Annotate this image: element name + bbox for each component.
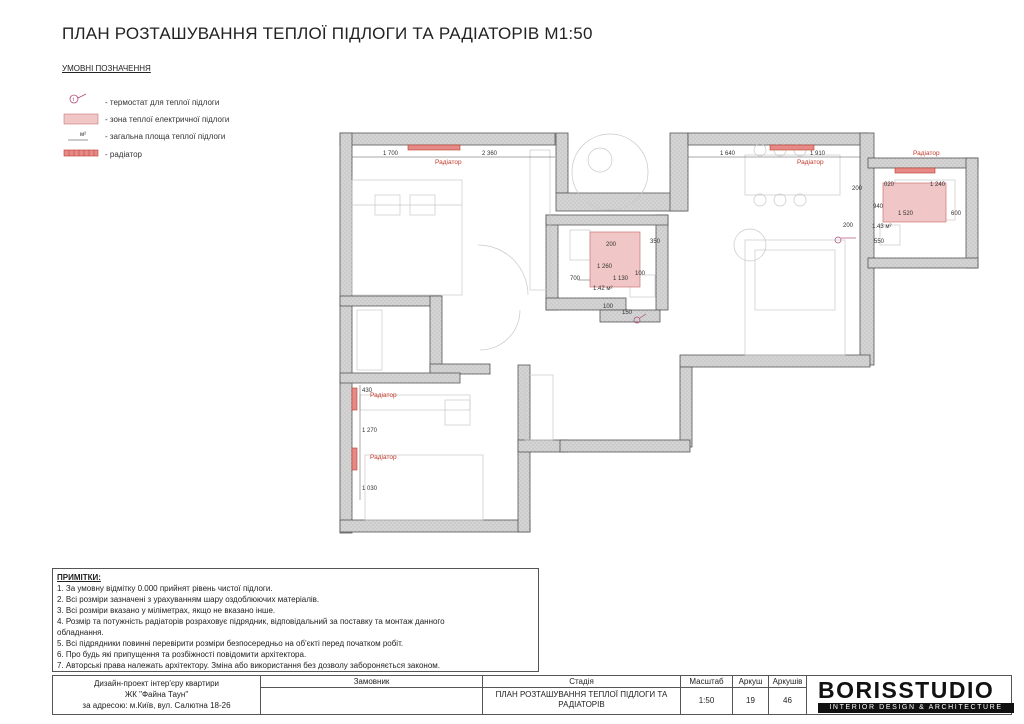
heated-zone-balcony xyxy=(883,183,946,222)
radiator-kitchen-top xyxy=(770,145,814,150)
brand-name: BORISSTUDIO xyxy=(818,677,995,703)
radiator-label-4: Радіатор xyxy=(370,392,397,399)
radiator-label-3: Радіатор xyxy=(913,150,940,157)
legend-area-unit: м² xyxy=(80,132,87,138)
stage-label: Стадія xyxy=(483,676,680,688)
walls xyxy=(340,133,978,533)
brand-tagline: INTERIOR DESIGN & ARCHITECTURE xyxy=(818,703,1014,713)
scale-value: 1:50 xyxy=(698,696,715,705)
dim-bath-350: 350 xyxy=(650,239,661,245)
dim-bal-200b: 200 xyxy=(843,223,854,229)
radiator-balcony xyxy=(895,168,935,173)
radiator-label-2: Радіатор xyxy=(797,159,824,166)
dim-bath-1260: 1 260 xyxy=(597,264,613,270)
customer-cell xyxy=(261,676,483,714)
dim-bath-1130: 1 130 xyxy=(613,276,629,282)
notes-heading: ПРИМІТКИ: xyxy=(57,573,101,582)
project-line-1: Дизайн-проект інтер'єру квартири xyxy=(93,679,219,688)
dim-left-1030: 1 030 xyxy=(362,486,378,492)
dim-top-left-2: 2 360 xyxy=(482,151,498,157)
sheet-title-2: РАДІАТОРІВ xyxy=(558,700,605,709)
dim-bal-1240: 1 240 xyxy=(930,182,946,188)
sheet-cell xyxy=(733,676,769,714)
radiator-left-1 xyxy=(352,388,357,410)
legend-label-thermostat: - термостат для теплої підлоги xyxy=(105,98,220,107)
customer-label: Замовник xyxy=(261,676,482,688)
bal-area: 1.43 м² xyxy=(872,224,892,230)
note-line: 2. Всі розміри зазначені з урахуванням шару оздоблюючих матеріалів. xyxy=(57,595,320,604)
dim-left-430: 430 xyxy=(362,388,373,394)
sheet-title xyxy=(483,688,680,710)
bath-area: 1.42 м² xyxy=(593,286,613,292)
note-line: 5. Всі підрядники повинні перевірити розміри безпосередньо на об'єкті перед початком робіт. xyxy=(57,639,404,648)
project-line-2: ЖК "Файна Таун" xyxy=(124,690,189,699)
dim-top-right-2: 1 910 xyxy=(810,151,826,157)
note-line: 7. Авторські права належать архітектору. Зміна або використання без дозволу забороняється законом. xyxy=(57,661,440,670)
note-line: обладнання. xyxy=(57,628,104,637)
stage-cell xyxy=(483,676,681,714)
dim-bal-1520: 1 520 xyxy=(898,211,914,217)
sheet-value: 19 xyxy=(746,696,755,705)
dim-bal-940: 940 xyxy=(873,204,884,210)
radiator-label-1: Радіатор xyxy=(435,159,462,166)
page-title: ПЛАН РОЗТАШУВАННЯ ТЕПЛОЇ ПІДЛОГИ ТА РАДІАТОРІВ М1:50 xyxy=(62,24,593,43)
radiator-bedroom-top xyxy=(408,145,460,150)
sheets-label: Аркушів xyxy=(769,676,806,688)
dim-bath-150: 150 xyxy=(622,310,633,316)
dim-top-left-1: 1 700 xyxy=(383,151,399,157)
legend-label-area: - загальна площа теплої підлоги xyxy=(105,132,226,141)
scale-label: Масштаб xyxy=(681,676,732,688)
radiator-label-5: Радіатор xyxy=(370,454,397,461)
sheet-label: Аркуш xyxy=(733,676,768,688)
dim-bal-550: 550 xyxy=(874,239,885,245)
note-line: 4. Розмір та потужність радіаторів розраховує підрядник, відповідальний за поставку та монтаж данного xyxy=(57,617,445,626)
sheet-title-1: ПЛАН РОЗТАШУВАННЯ ТЕПЛОЇ ПІДЛОГИ ТА xyxy=(495,690,668,699)
project-line-3: за адресою: м.Київ, вул. Салютна 18-26 xyxy=(82,701,231,710)
dim-bath-700: 700 xyxy=(570,276,581,282)
project-info xyxy=(53,676,261,714)
dim-top-right-1: 1 640 xyxy=(720,151,736,157)
dim-bath-100a: 100 xyxy=(635,271,646,277)
scale-cell xyxy=(681,676,733,714)
dim-bal-600: 600 xyxy=(951,211,962,217)
brand-logo xyxy=(818,677,1014,713)
sheets-value: 46 xyxy=(783,696,792,705)
legend-label-radiator: - радіатор xyxy=(105,150,142,159)
radiator-left-2 xyxy=(352,448,357,470)
dim-bal-200a: 200 xyxy=(852,186,863,192)
sheets-cell xyxy=(769,676,807,714)
dim-bath-200: 200 xyxy=(606,242,617,248)
dim-bath-100b: 100 xyxy=(603,304,614,310)
dim-bal-020: 020 xyxy=(884,182,895,188)
note-line: 3. Всі розміри вказано у міліметрах, якщо не вказано інше. xyxy=(57,606,276,615)
note-line: 1. За умовну відмітку 0.000 прийнят рівень чистої підлоги. xyxy=(57,584,273,593)
notes-box xyxy=(52,568,539,672)
dim-left-1270: 1 270 xyxy=(362,428,378,434)
legend-label-zone: - зона теплої електричної підлоги xyxy=(105,115,230,124)
note-line: 6. Про будь які припущення та розбіжності повідомити архітектора. xyxy=(57,650,307,659)
svg-text:t: t xyxy=(72,97,74,103)
legend-heading: УМОВНІ ПОЗНАЧЕННЯ xyxy=(62,64,151,73)
